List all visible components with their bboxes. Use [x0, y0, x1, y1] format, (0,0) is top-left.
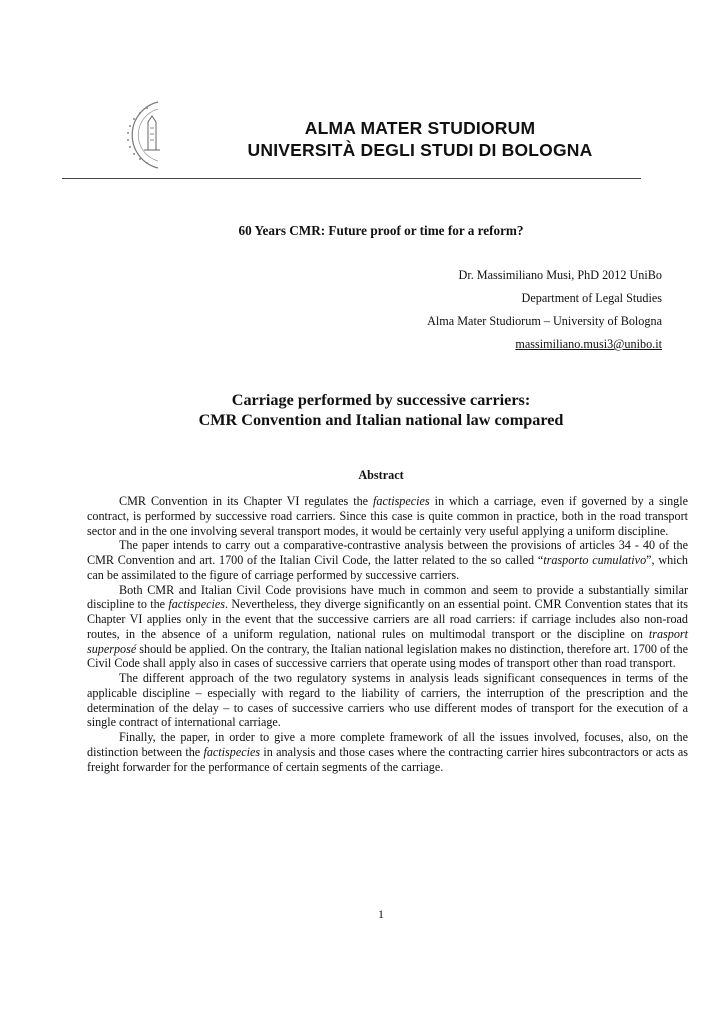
- header-divider: [62, 178, 641, 179]
- abstract-paragraph-1: CMR Convention in its Chapter VI regulates the factispecies in which a carriage, even if governed by a single contract, is performed by successive road carriers. Since this case is quite common in practice, both in the road transport sector and in the one involving several transport modes, it would be certainly very useful applying a uniform discipline.: [87, 494, 688, 538]
- university-seal-icon: [118, 100, 160, 170]
- author-name: Dr. Massimiliano Musi, PhD 2012 UniBo: [458, 268, 662, 282]
- main-title-line1: Carriage performed by successive carriers:: [231, 391, 531, 409]
- emphasis: factispecies: [203, 744, 261, 759]
- author-department: Department of Legal Studies: [521, 291, 662, 305]
- abstract-paragraph-2: The paper intends to carry out a comparative-contrastive analysis between the provisions of articles 34 - 40 of the CMR Convention and art. 1700 of the Italian Civil Code, the latter related to the so called “trasporto cumulativo”, which can be assimilated to the figure of carriage performed by successive carriers.: [87, 538, 688, 582]
- author-email-link[interactable]: massimiliano.musi3@unibo.it: [515, 337, 662, 351]
- author-institution: Alma Mater Studiorum – University of Bologna: [427, 314, 662, 328]
- abstract-paragraph-4: The different approach of the two regulatory systems in analysis leads significant consequences in terms of the applicable discipline – especially with regard to the liability of carriers, the interruption of the prescription and the determination of the delay – to cases of successive carriers who use different modes of transport for the execution of a single contract of international carriage.: [87, 671, 688, 730]
- emphasis: factispecies: [373, 494, 430, 508]
- abstract-paragraph-3: Both CMR and Italian Civil Code provisions have much in common and seem to provide a substantially similar discipline to the factispecies. Nevertheless, they diverge significantly on an essential point. CMR Convention states that its Chapter VI applies only in the event that the successive carriers are all road carriers: if carriage includes also non-road routes, in the absence of a uniform regulation, national rules on multimodal transport or the discipline on trasport superposé should be applied. On the contrary, the Italian national legislation makes no distinction, therefore art. 1700 of the Civil Code shall apply also in cases of successive carriers that operate using modes of transport other than road transport.: [87, 582, 688, 671]
- emphasis: trasporto cumulativo: [543, 553, 647, 567]
- abstract-paragraph-5: Finally, the paper, in order to give a more complete framework of all the issues involved, focuses, also, on the distinction between the factispecies in analysis and those cases where the contracting carrier hires subcontractors or acts as freight forwarder for the performance of certain segments of the carriage.: [87, 730, 688, 774]
- emphasis: trasport superposé: [87, 626, 688, 656]
- university-name-line1: ALMA MATER STUDIORUM: [304, 118, 536, 138]
- paper-title: 60 Years CMR: Future proof or time for a reform?: [238, 223, 524, 238]
- page-number: 1: [378, 907, 384, 921]
- university-name-line2: UNIVERSITÀ DEGLI STUDI DI BOLOGNA: [247, 140, 593, 160]
- emphasis: factispecies: [168, 597, 225, 612]
- abstract-body: [87, 494, 688, 774]
- main-title-line2: CMR Convention and Italian national law compared: [198, 411, 564, 429]
- abstract-heading: Abstract: [358, 468, 404, 482]
